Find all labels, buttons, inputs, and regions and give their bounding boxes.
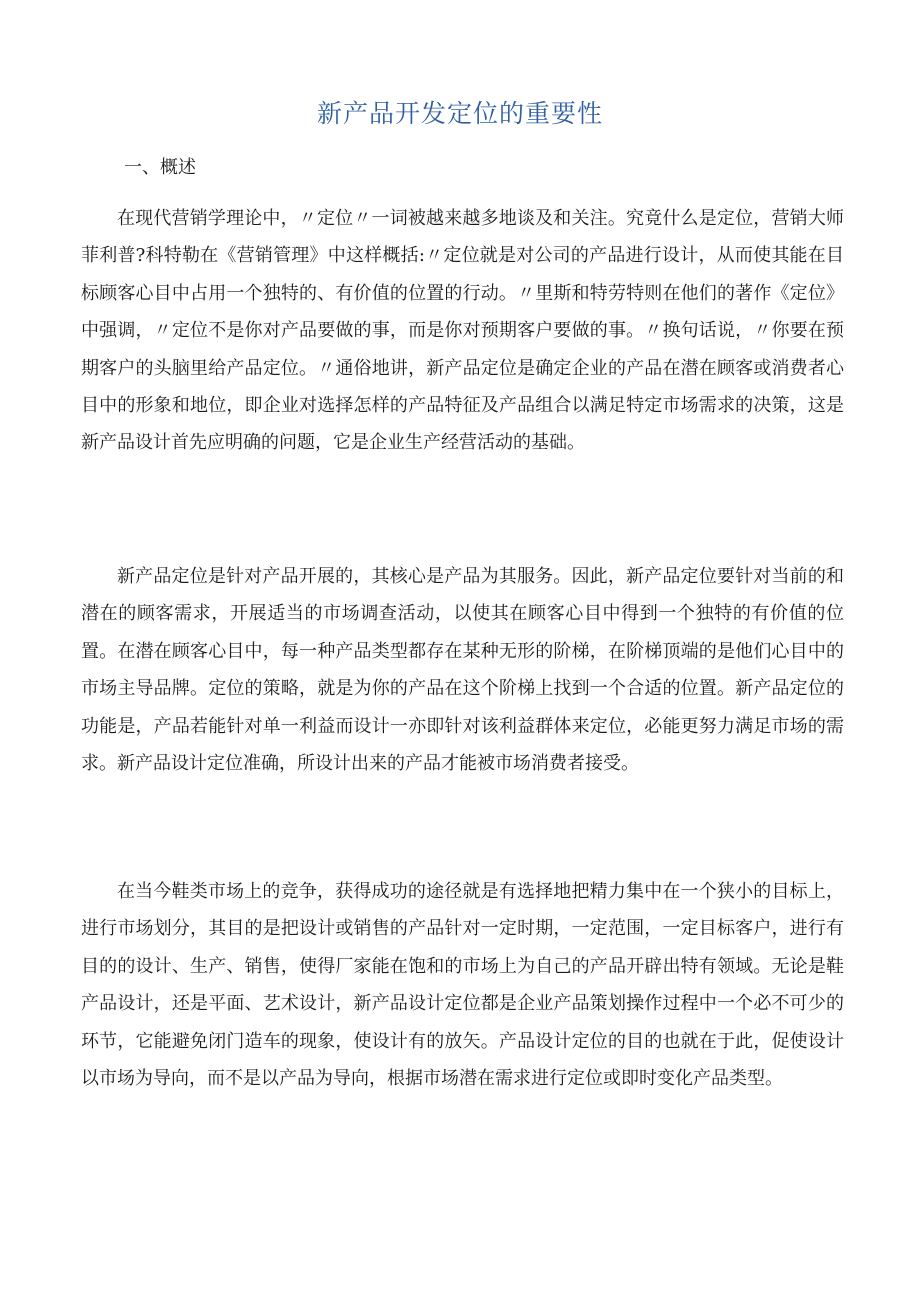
paragraph: 在现代营销学理论中，〃定位〃一词被越来越多地谈及和关注。究竟什么是定位，营销大师菲利普?科特勒在《营销管理》中这样概括:〃定位就是对公司的产品进行设计，从而使其能在目标顾客心目中占用一个独特的、有价值的位置的行动。〃里斯和特劳特则在他们的著作《定位》中强调，〃定位不是你对产品要做的事，而是你对预期客户要做的事。〃换句话说，〃你要在预期客户的头脑里给产品定位。〃通俗地讲，新产品定位是确定企业的产品在潜在顾客或消费者心目中的形象和地位，即企业对选择怎样的产品特征及产品组合以满足特定市场需求的决策，这是新产品设计首先应明确的问题，它是企业生产经营活动的基础。 (81, 208, 844, 454)
paragraph: 新产品定位是针对产品开展的，其核心是产品为其服务。因此，新产品定位要针对当前的和潜在的顾客需求，开展适当的市场调查活动，以使其在顾客心目中得到一个独特的有价值的位置。在潜在顾客心目中，每一种产品类型都存在某种无形的阶梯，在阶梯顶端的是他们心目中的市场主导品牌。定位的策略，就是为你的产品在这个阶梯上找到一个合适的位置。新产品定位的功能是，产品若能针对单一利益而设计一亦即针对该利益群体来定位，必能更努力满足市场的需求。新产品设计定位准确，所设计出来的产品才能被市场消费者接受。 (81, 566, 844, 775)
paragraph: 在当今鞋类市场上的竞争，获得成功的途径就是有选择地把精力集中在一个狭小的目标上，进行市场划分，其目的是把设计或销售的产品针对一定时期，一定范围，一定目标客户，进行有目的的设计、生产、销售，使得厂家能在饱和的市场上为自己的产品开辟出特有领域。无论是鞋产品设计，还是平面、艺术设计，新产品设计定位都是企业产品策划操作过程中一个必不可少的环节，它能避免闭门造车的现象，使设计有的放矢。产品设计定位的目的也就在于此，促使设计以市场为导向，而不是以产品为导向，根据市场潜在需求进行定位或即时变化产品类型。 (81, 881, 844, 1090)
section-heading: 一、概述 (124, 157, 196, 178)
page-title: 新产品开发定位的重要性 (316, 99, 603, 128)
